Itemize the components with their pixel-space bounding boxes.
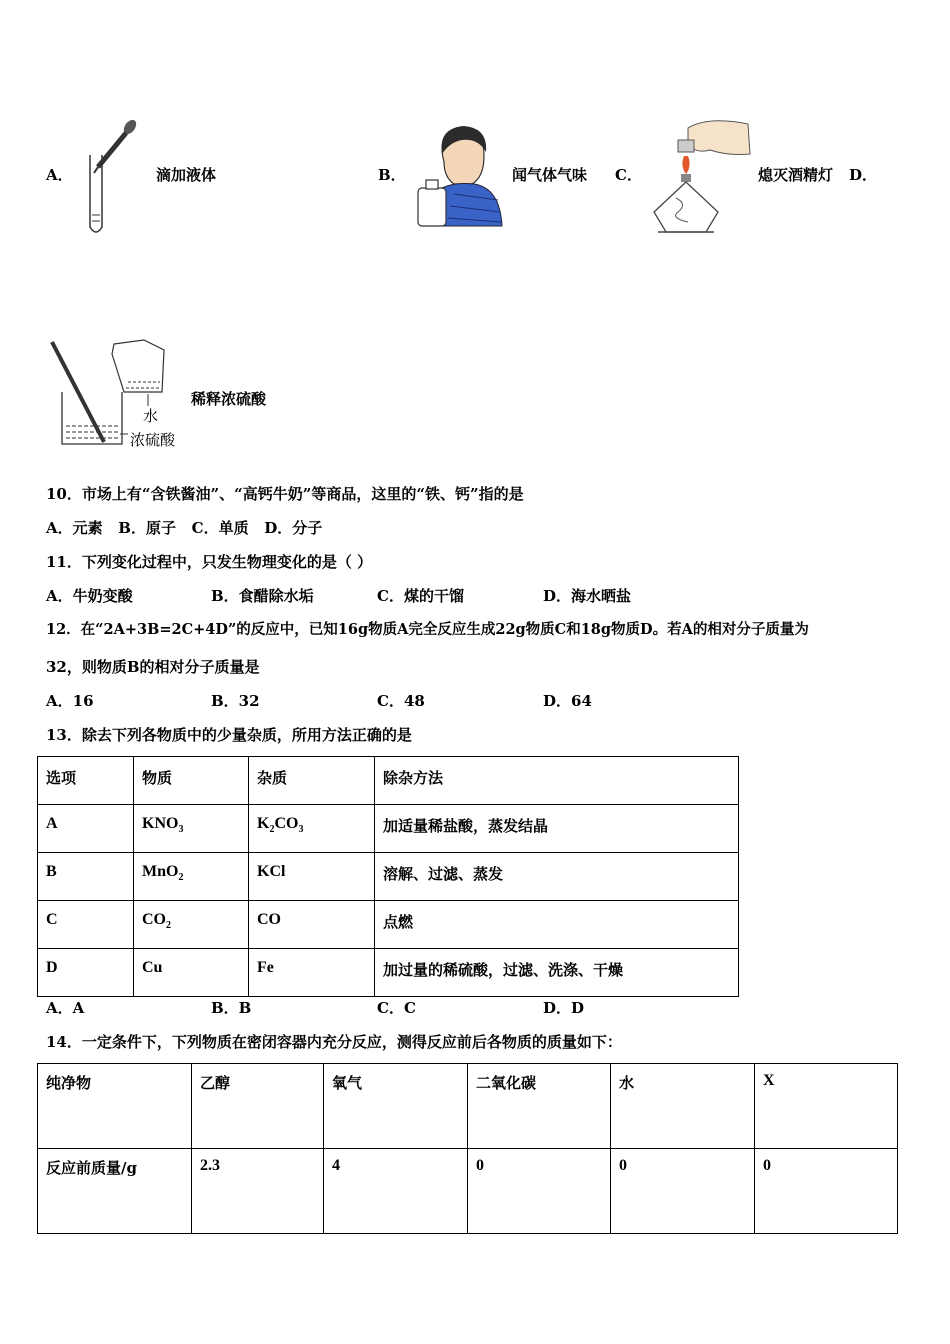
dropper-test-tube-figure (80, 115, 142, 240)
q12-option-d: D．64 (543, 692, 592, 710)
header-cell: 物质 (134, 757, 249, 805)
value-cell: 4 (324, 1149, 468, 1234)
table-row (38, 805, 739, 853)
option-b-caption: 闻气体气味 (512, 166, 588, 184)
option-b-letter: B． (378, 166, 406, 184)
acid-label: 浓硫酸 (130, 431, 176, 449)
table-row (38, 1149, 898, 1234)
q12-option-c: C．48 (377, 692, 425, 710)
header-cell: 除杂方法 (375, 757, 739, 805)
header-cell: 纯净物 (38, 1064, 192, 1149)
method-cell: 溶解、过滤、蒸发 (375, 853, 739, 901)
option-cell: D (38, 949, 134, 997)
q12-stem-line1: 12．在“2A+3B=2C+4D”的反应中，已知16g物质A完全反应生成22g物质C和18g物质D。若A的相对分子质量为 (46, 621, 809, 638)
option-cell: B (38, 853, 134, 901)
q12-option-b: B．32 (211, 692, 260, 710)
table-row (38, 949, 739, 997)
option-cell: C (38, 901, 134, 949)
substance-cell: $KNO_3$ (134, 805, 249, 853)
water-label: 水 (143, 407, 159, 425)
option-c-letter: C． (615, 166, 642, 184)
header-cell: 选项 (38, 757, 134, 805)
q13-option-d: D．D (543, 999, 585, 1017)
header-cell: 二氧化碳 (468, 1064, 611, 1149)
header-cell: 水 (611, 1064, 755, 1149)
q12-stem-line2: 32，则物质B的相对分子质量是 (46, 658, 260, 676)
q12-option-a: A．16 (46, 692, 94, 710)
header-cell: 杂质 (249, 757, 375, 805)
method-cell: 加适量稀盐酸，蒸发结晶 (375, 805, 739, 853)
substance-cell: Cu (134, 949, 249, 997)
impurity-cell: KCl (249, 853, 375, 901)
value-cell: 0 (468, 1149, 611, 1234)
q13-option-c: C．C (377, 999, 416, 1017)
q11-option-a: A．牛奶变酸 (46, 587, 133, 605)
table-row (38, 853, 739, 901)
q10-stem: 10．市场上有“含铁酱油”、“高钙牛奶”等商品，这里的“铁、钙”指的是 (46, 485, 524, 503)
alcohol-lamp-figure (648, 114, 752, 240)
method-cell: 点燃 (375, 901, 739, 949)
impurity-cell: Fe (249, 949, 375, 997)
option-d-caption: 稀释浓硫酸 (191, 390, 267, 408)
header-cell: 氧气 (324, 1064, 468, 1149)
option-d-letter: D． (849, 166, 878, 184)
option-a-letter: A． (46, 166, 73, 184)
q13-table (37, 756, 739, 997)
q13-stem: 13．除去下列各物质中的少量杂质，所用方法正确的是 (46, 726, 412, 744)
row-label-cell: 反应前质量/g (38, 1149, 192, 1234)
table-row (38, 901, 739, 949)
substance-cell: MnO$_2$ (134, 853, 249, 901)
header-cell: X (755, 1064, 898, 1149)
q11-option-d: D．海水晒盐 (543, 587, 632, 605)
value-cell: 0 (611, 1149, 755, 1234)
impurity-cell: CO (249, 901, 375, 949)
q13-option-b: B．B (211, 999, 252, 1017)
substance-cell: $CO_2$ (134, 901, 249, 949)
q13-option-a: A．A (46, 999, 85, 1017)
method-cell: 加过量的稀硫酸，过滤、洗涤、干燥 (375, 949, 739, 997)
option-cell: A (38, 805, 134, 853)
q11-option-c: C．煤的干馏 (377, 587, 464, 605)
q11-stem: 11．下列变化过程中，只发生物理变化的是（ ） (46, 553, 373, 571)
impurity-cell: $K_2CO_3$ (249, 805, 375, 853)
q14-stem: 14．一定条件下，下列物质在密闭容器内充分反应，测得反应前后各物质的质量如下： (46, 1033, 622, 1051)
table-header-row (38, 1064, 898, 1149)
smelling-gas-figure (414, 122, 506, 230)
table-header-row (38, 757, 739, 805)
q14-table (37, 1063, 898, 1234)
value-cell: 0 (755, 1149, 898, 1234)
q11-option-b: B．食醋除水垢 (211, 587, 314, 605)
option-c-caption: 熄灭酒精灯 (758, 166, 834, 184)
header-cell: 乙醇 (192, 1064, 324, 1149)
q10-options: A．元素 B．原子 C．单质 D．分子 (46, 519, 323, 537)
option-a-caption: 滴加液体 (156, 166, 217, 184)
value-cell: 2.3 (192, 1149, 324, 1234)
